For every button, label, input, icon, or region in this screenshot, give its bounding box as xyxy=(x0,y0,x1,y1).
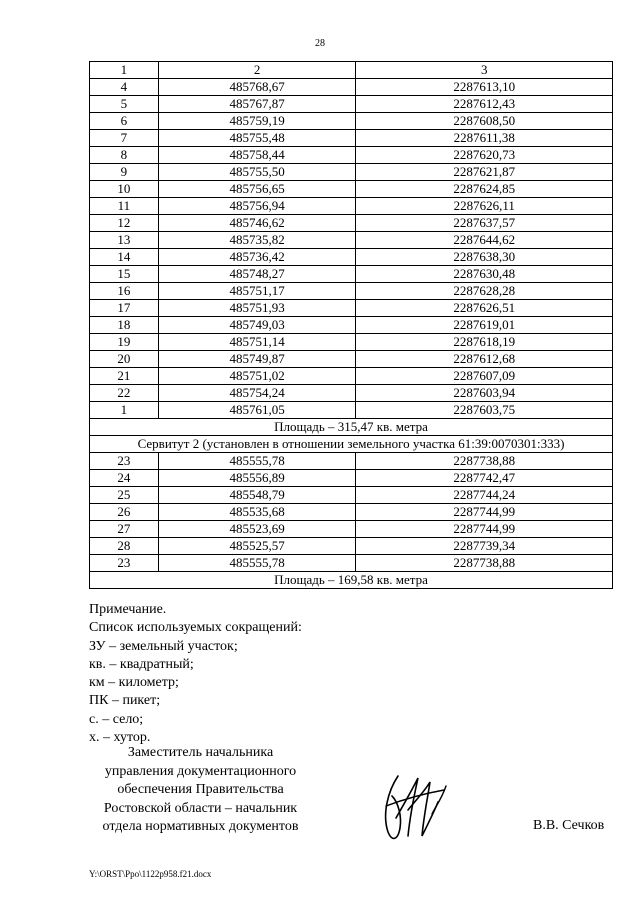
cell-col-2: 485746,62 xyxy=(158,215,356,232)
cell-col-2: 485751,17 xyxy=(158,283,356,300)
table-row xyxy=(90,266,613,283)
abbreviation-item: ПК – пикет; xyxy=(89,693,161,709)
cell-col-2: 485749,03 xyxy=(158,317,356,334)
cell-col-1: 22 xyxy=(90,385,159,402)
signer-position-line: отдела нормативных документов xyxy=(102,819,299,835)
cell-col-1: 12 xyxy=(90,215,159,232)
cell-col-2: 485756,94 xyxy=(158,198,356,215)
table-row xyxy=(90,538,613,555)
table-row xyxy=(90,130,613,147)
cell-col-2: 485754,24 xyxy=(158,385,356,402)
cell-col-1: 18 xyxy=(90,317,159,334)
cell-col-3: 2287628,28 xyxy=(356,283,613,300)
table-header-row xyxy=(90,62,613,79)
cell-col-3: 2287603,94 xyxy=(356,385,613,402)
cell-col-1: 15 xyxy=(90,266,159,283)
cell-col-3: 2287638,30 xyxy=(356,249,613,266)
signer-position-line: Ростовской области – начальник xyxy=(103,800,298,816)
table-row xyxy=(90,164,613,181)
cell-col-2: 485735,82 xyxy=(158,232,356,249)
cell-col-2: 485556,89 xyxy=(158,470,356,487)
table-row xyxy=(90,351,613,368)
signer-position xyxy=(88,744,313,837)
table-row xyxy=(90,368,613,385)
area-total-1: Площадь – 315,47 кв. метра xyxy=(90,419,613,436)
coordinates-table xyxy=(89,61,613,589)
table-row xyxy=(90,402,613,419)
table-row xyxy=(90,232,613,249)
notes-title: Примечание. xyxy=(89,602,167,617)
area-total-1-row xyxy=(90,419,613,436)
cell-col-3: 2287619,01 xyxy=(356,317,613,334)
cell-col-3: 2287621,87 xyxy=(356,164,613,181)
cell-col-1: 6 xyxy=(90,113,159,130)
abbreviation-item: кв. – квадратный; xyxy=(89,656,194,672)
area-total-2-row xyxy=(90,572,613,589)
notes-subtitle: Список используемых сокращений: xyxy=(89,620,302,636)
abbreviation-item: км – километр; xyxy=(89,675,179,691)
cell-col-2: 485535,68 xyxy=(158,504,356,521)
cell-col-1: 8 xyxy=(90,147,159,164)
abbreviation-item: с. – село; xyxy=(89,711,144,727)
table-row xyxy=(90,555,613,572)
cell-col-3: 2287626,11 xyxy=(356,198,613,215)
cell-col-1: 21 xyxy=(90,368,159,385)
cell-col-3: 2287607,09 xyxy=(356,368,613,385)
abbreviation-item: х. – хутор. xyxy=(89,730,151,746)
table-row xyxy=(90,283,613,300)
cell-col-3: 2287613,10 xyxy=(356,79,613,96)
cell-col-2: 485755,48 xyxy=(158,130,356,147)
cell-col-1: 28 xyxy=(90,538,159,555)
cell-col-1: 10 xyxy=(90,181,159,198)
cell-col-2: 485555,78 xyxy=(158,453,356,470)
cell-col-1: 4 xyxy=(90,79,159,96)
cell-col-2: 485736,42 xyxy=(158,249,356,266)
signer-name: В.В. Сечков xyxy=(533,818,605,833)
cell-col-3: 2287738,88 xyxy=(356,555,613,572)
cell-col-1: 11 xyxy=(90,198,159,215)
table-row xyxy=(90,79,613,96)
cell-col-3: 3 xyxy=(356,62,613,79)
handwritten-signature xyxy=(378,766,450,846)
cell-col-3: 2287739,34 xyxy=(356,538,613,555)
file-path-footer: Y:\ORST\Ppo\1122p958.f21.docx xyxy=(89,869,212,879)
cell-col-3: 2287612,43 xyxy=(356,96,613,113)
cell-col-2: 485755,50 xyxy=(158,164,356,181)
cell-col-2: 485758,44 xyxy=(158,147,356,164)
cell-col-1: 7 xyxy=(90,130,159,147)
cell-col-1: 24 xyxy=(90,470,159,487)
table-row xyxy=(90,453,613,470)
cell-col-3: 2287603,75 xyxy=(356,402,613,419)
cell-col-1: 13 xyxy=(90,232,159,249)
table-row xyxy=(90,147,613,164)
cell-col-1: 20 xyxy=(90,351,159,368)
signer-position-line: Заместитель начальника xyxy=(127,745,274,760)
table-row xyxy=(90,198,613,215)
cell-col-2: 485748,27 xyxy=(158,266,356,283)
cell-col-1: 23 xyxy=(90,453,159,470)
cell-col-1: 27 xyxy=(90,521,159,538)
table-row xyxy=(90,470,613,487)
table-row xyxy=(90,113,613,130)
cell-col-3: 2287744,24 xyxy=(356,487,613,504)
cell-col-3: 2287618,19 xyxy=(356,334,613,351)
page-number: 28 xyxy=(315,38,325,49)
table-row xyxy=(90,334,613,351)
cell-col-3: 2287637,57 xyxy=(356,215,613,232)
cell-col-2: 485523,69 xyxy=(158,521,356,538)
cell-col-2: 485768,67 xyxy=(158,79,356,96)
cell-col-3: 2287744,99 xyxy=(356,521,613,538)
table-row xyxy=(90,317,613,334)
cell-col-3: 2287608,50 xyxy=(356,113,613,130)
abbreviation-item: ЗУ – земельный участок; xyxy=(89,638,238,654)
table-row xyxy=(90,96,613,113)
cell-col-2: 485555,78 xyxy=(158,555,356,572)
cell-col-1: 23 xyxy=(90,555,159,572)
cell-col-3: 2287611,38 xyxy=(356,130,613,147)
table-row xyxy=(90,521,613,538)
cell-col-1: 14 xyxy=(90,249,159,266)
servitude-heading: Сервитут 2 (установлен в отношении земельного участка 61:39:0070301:333) xyxy=(90,436,613,453)
cell-col-1: 1 xyxy=(90,402,159,419)
cell-col-3: 2287620,73 xyxy=(356,147,613,164)
cell-col-3: 2287626,51 xyxy=(356,300,613,317)
cell-col-2: 485548,79 xyxy=(158,487,356,504)
table-row xyxy=(90,249,613,266)
cell-col-3: 2287644,62 xyxy=(356,232,613,249)
cell-col-2: 485751,14 xyxy=(158,334,356,351)
table-row xyxy=(90,181,613,198)
cell-col-3: 2287630,48 xyxy=(356,266,613,283)
cell-col-3: 2287742,47 xyxy=(356,470,613,487)
signer-position-line: управления документационного xyxy=(104,763,297,779)
cell-col-1: 17 xyxy=(90,300,159,317)
table-row xyxy=(90,487,613,504)
cell-col-2: 485751,93 xyxy=(158,300,356,317)
cell-col-2: 485751,02 xyxy=(158,368,356,385)
cell-col-1: 19 xyxy=(90,334,159,351)
servitude-heading-row xyxy=(90,436,613,453)
cell-col-2: 485749,87 xyxy=(158,351,356,368)
cell-col-3: 2287612,68 xyxy=(356,351,613,368)
cell-col-3: 2287738,88 xyxy=(356,453,613,470)
cell-col-1: 16 xyxy=(90,283,159,300)
cell-col-2: 2 xyxy=(158,62,356,79)
notes-block xyxy=(89,601,302,747)
table-row xyxy=(90,504,613,521)
cell-col-1: 9 xyxy=(90,164,159,181)
table-row xyxy=(90,215,613,232)
table-row xyxy=(90,385,613,402)
cell-col-2: 485525,57 xyxy=(158,538,356,555)
cell-col-1: 26 xyxy=(90,504,159,521)
cell-col-2: 485756,65 xyxy=(158,181,356,198)
cell-col-3: 2287744,99 xyxy=(356,504,613,521)
cell-col-1: 5 xyxy=(90,96,159,113)
cell-col-2: 485761,05 xyxy=(158,402,356,419)
cell-col-3: 2287624,85 xyxy=(356,181,613,198)
cell-col-2: 485767,87 xyxy=(158,96,356,113)
cell-col-1: 25 xyxy=(90,487,159,504)
cell-col-1: 1 xyxy=(90,62,159,79)
cell-col-2: 485759,19 xyxy=(158,113,356,130)
signer-position-line: обеспечения Правительства xyxy=(117,782,284,798)
area-total-2: Площадь – 169,58 кв. метра xyxy=(90,572,613,589)
table-row xyxy=(90,300,613,317)
